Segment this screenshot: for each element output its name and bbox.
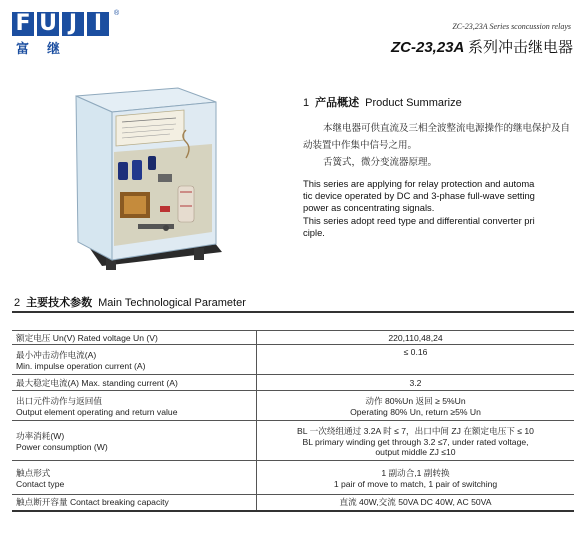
section-title-en: Product Summarize — [365, 97, 462, 109]
section-2-heading — [14, 294, 246, 310]
logo-letter: I — [87, 12, 109, 36]
summary-en-line: This series are applying for relay protection and automa — [303, 178, 535, 189]
summary-english — [303, 178, 573, 239]
table-row — [12, 391, 574, 421]
logo-letter: F — [12, 12, 34, 36]
param-label — [12, 461, 257, 495]
param-value-line: 1 副动合,1 副转换 — [381, 467, 450, 478]
series-model: ZC-23,23A — [391, 39, 464, 56]
summary-en-line: This series adopt reed type and differential converter pri — [303, 214, 535, 226]
param-label-line: 最大稳定电流(A) Max. standing current (A) — [16, 377, 178, 388]
table-row — [12, 495, 574, 511]
param-label — [12, 391, 257, 421]
summary-cn-paragraph: 舌簧式，微分变流器原理。 — [323, 157, 438, 168]
section-title-en: Main Technological Parameter — [98, 297, 246, 309]
param-label-line: 出口元件动作与返回值 — [16, 395, 102, 406]
logo-letter: U — [37, 12, 59, 36]
logo-letter: J — [62, 12, 84, 36]
param-label-line: 额定电压 Un(V) Rated voltage Un (V) — [16, 332, 158, 343]
logo-wordmark — [12, 12, 116, 38]
summary-chinese — [303, 120, 571, 171]
param-label-line: Output element operating and return value — [16, 406, 178, 417]
series-name-cn: 系列冲击继电器 — [467, 39, 573, 56]
param-label — [12, 345, 257, 375]
param-value-line: 220,110,48,24 — [388, 332, 443, 343]
param-value — [257, 375, 575, 391]
param-label — [12, 495, 257, 511]
param-value — [257, 421, 575, 461]
table-row — [12, 331, 574, 345]
section-title-cn: 产品概述 — [315, 97, 360, 109]
logo-chinese-name: 富继 — [16, 41, 79, 56]
param-value-line: 3.2 — [409, 377, 422, 388]
param-value-line: Operating 80% Un, return ≥5% Un — [350, 406, 481, 417]
param-value — [257, 345, 575, 375]
section-number: 2 — [14, 297, 21, 309]
param-label-line: 触点断开容量 Contact breaking capacity — [16, 497, 169, 508]
section-title-cn: 主要技术参数 — [26, 297, 93, 309]
table-row — [12, 421, 574, 461]
table-row — [12, 345, 574, 375]
param-value — [257, 331, 575, 345]
param-value-line: output middle ZJ ≤10 — [375, 446, 456, 457]
param-value — [257, 461, 575, 495]
param-value — [257, 391, 575, 421]
param-label-line: Min. impulse operation current (A) — [16, 360, 146, 371]
summary-en-line: tic device operated by DC and 3-phase full-wave setting — [303, 190, 535, 202]
param-label-line: Contact type — [16, 478, 65, 489]
summary-cn-paragraph: 本继电器可供直流及三相全波整流电源操作的继电保护及自动装置中作集中信号之用。 — [303, 123, 571, 151]
param-label — [12, 375, 257, 391]
section-1-heading — [303, 94, 462, 110]
param-value-line: BL primary winding get through 3.2 ≤7, under rated voltage, — [302, 436, 529, 447]
table-row — [12, 375, 574, 391]
param-value-line: BL 一次绕组通过 3.2A 时 ≤ 7，出口中间 ZJ 在额定电压下 ≤ 10 — [297, 425, 534, 436]
section-number: 1 — [303, 97, 310, 109]
section-divider — [12, 311, 574, 313]
param-label-line: 触点形式 — [16, 467, 51, 478]
relay-product-image — [66, 82, 226, 274]
param-label-line: Power consumption (W) — [16, 441, 108, 452]
param-label — [12, 421, 257, 461]
param-value — [257, 495, 575, 511]
fuji-logo — [12, 10, 120, 56]
param-label-line: 功率消耗(W) — [16, 430, 65, 441]
param-value-line: 1 pair of move to match, 1 pair of switching — [333, 478, 498, 489]
summary-en-line: power as concentrating signals. — [303, 202, 435, 214]
param-label — [12, 331, 257, 345]
parameter-table — [12, 330, 574, 512]
param-value-line: 动作 80%Un 返回 ≥ 5%Un — [365, 395, 466, 406]
registered-mark: ® — [114, 10, 120, 17]
series-subtitle: ZC-23,23A Series sconcussion relays — [452, 22, 571, 31]
param-value-line: ≤ 0.16 — [403, 347, 428, 357]
table-row — [12, 461, 574, 495]
param-value-line: 直流 40W,交流 50VA DC 40W, AC 50VA — [339, 497, 492, 508]
param-label-line: 最小冲击动作电流(A) — [16, 349, 97, 360]
series-title — [391, 36, 573, 57]
summary-en-line: ciple. — [303, 226, 325, 238]
